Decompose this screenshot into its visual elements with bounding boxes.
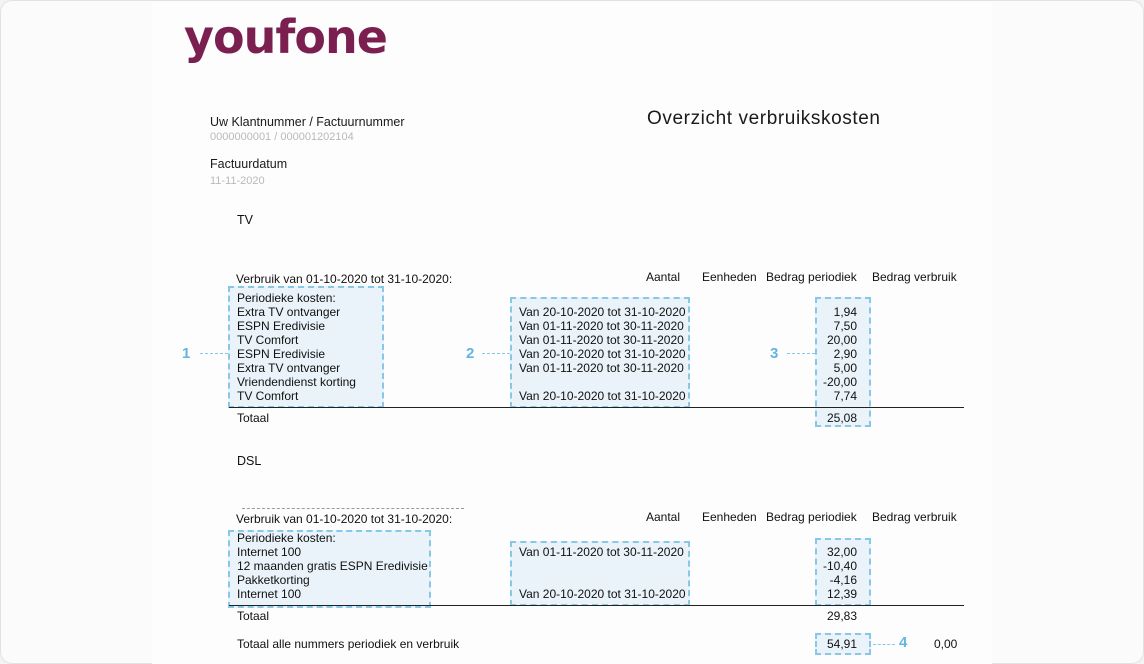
customer-number-value: 0000000001 / 000001202104	[210, 131, 354, 143]
tv-total-label: Totaal	[237, 411, 270, 425]
tv-item-amount: 20,00	[826, 333, 857, 347]
dsl-total-label: Totaal	[237, 609, 270, 623]
grand-total-verbruik: 0,00	[934, 637, 958, 651]
tv-item-name: Extra TV ontvanger	[237, 361, 341, 375]
tv-section-title: TV	[237, 213, 253, 227]
col-bedrag-periodiek: Bedrag periodiek	[766, 510, 857, 524]
dsl-item-amount: -4,16	[829, 573, 857, 587]
tv-item-range: Van 20-10-2020 tot 31-10-2020	[519, 347, 686, 361]
tv-item-range: Van 20-10-2020 tot 31-10-2020	[519, 305, 686, 319]
col-bedrag-periodiek: Bedrag periodiek	[766, 270, 857, 284]
marker-3-leader	[787, 353, 815, 354]
marker-4: 4	[899, 634, 908, 651]
tv-item-range: Van 01-11-2020 tot 30-11-2020	[519, 361, 684, 375]
tv-item-amount: 1,94	[833, 305, 857, 319]
dsl-total-value: 29,83	[826, 609, 857, 623]
tv-item-range: Van 01-11-2020 tot 30-11-2020	[519, 333, 684, 347]
col-bedrag-verbruik: Bedrag verbruik	[872, 510, 957, 524]
marker-1: 1	[182, 345, 191, 362]
dsl-item-name: Internet 100	[237, 545, 302, 559]
dsl-item-name: Internet 100	[237, 587, 302, 601]
tv-item-amount: -20,00	[822, 375, 857, 389]
col-eenheden: Eenheden	[702, 270, 757, 284]
dsl-section-title: DSL	[237, 454, 262, 468]
dsl-item-name: 12 maanden gratis ESPN Eredivisie	[237, 559, 428, 573]
tv-item-amount: 7,50	[833, 319, 857, 333]
marker-2-leader	[482, 353, 510, 354]
marker-4-leader	[873, 644, 895, 645]
dsl-item-range: Van 20-10-2020 tot 31-10-2020	[519, 587, 686, 601]
tv-item-range: Van 01-11-2020 tot 30-11-2020	[519, 319, 684, 333]
dsl-item-name: Pakketkorting	[237, 573, 310, 587]
tv-period: Verbruik van 01-10-2020 tot 31-10-2020:	[236, 272, 453, 286]
tv-periodic-heading: Periodieke kosten:	[237, 291, 336, 305]
page-title: Overzicht verbruikskosten	[647, 108, 881, 129]
tv-item-name: TV Comfort	[237, 389, 299, 403]
dsl-item-amount: 32,00	[826, 545, 857, 559]
youfone-logo: youfone	[184, 10, 387, 64]
scan-artifact-line	[242, 508, 464, 509]
col-bedrag-verbruik: Bedrag verbruik	[872, 270, 957, 284]
invoice-date-value: 11-11-2020	[210, 175, 265, 187]
marker-2: 2	[466, 345, 475, 362]
tv-total-value: 25,08	[826, 411, 857, 425]
grand-total-label: Totaal alle nummers periodiek en verbruik	[237, 637, 460, 651]
dsl-periodic-heading: Periodieke kosten:	[237, 531, 336, 545]
tv-item-range: Van 20-10-2020 tot 31-10-2020	[519, 389, 686, 403]
dsl-period: Verbruik van 01-10-2020 tot 31-10-2020:	[236, 512, 453, 526]
tv-item-amount: 7,74	[833, 389, 857, 403]
tv-item-name: Extra TV ontvanger	[237, 305, 341, 319]
customer-number-label: Uw Klantnummer / Factuurnummer	[210, 115, 405, 129]
tv-item-amount: 2,90	[833, 347, 857, 361]
tv-item-amount: 5,00	[833, 361, 857, 375]
dsl-item-amount: -10,40	[822, 559, 857, 573]
grand-total-periodiek: 54,91	[826, 637, 857, 651]
marker-3: 3	[770, 345, 779, 362]
col-aantal: Aantal	[646, 270, 681, 284]
col-eenheden: Eenheden	[702, 510, 757, 524]
tv-total-rule	[229, 407, 964, 408]
dsl-item-range: Van 01-11-2020 tot 30-11-2020	[519, 545, 684, 559]
tv-item-name: ESPN Eredivisie	[237, 319, 326, 333]
dsl-total-rule	[229, 605, 964, 606]
dsl-item-amount: 12,39	[826, 587, 857, 601]
tv-item-name: ESPN Eredivisie	[237, 347, 326, 361]
col-aantal: Aantal	[646, 510, 681, 524]
tv-item-name: Vriendendienst korting	[237, 375, 356, 389]
marker-1-leader	[200, 353, 228, 354]
tv-item-name: TV Comfort	[237, 333, 299, 347]
invoice-date-label: Factuurdatum	[210, 157, 288, 171]
